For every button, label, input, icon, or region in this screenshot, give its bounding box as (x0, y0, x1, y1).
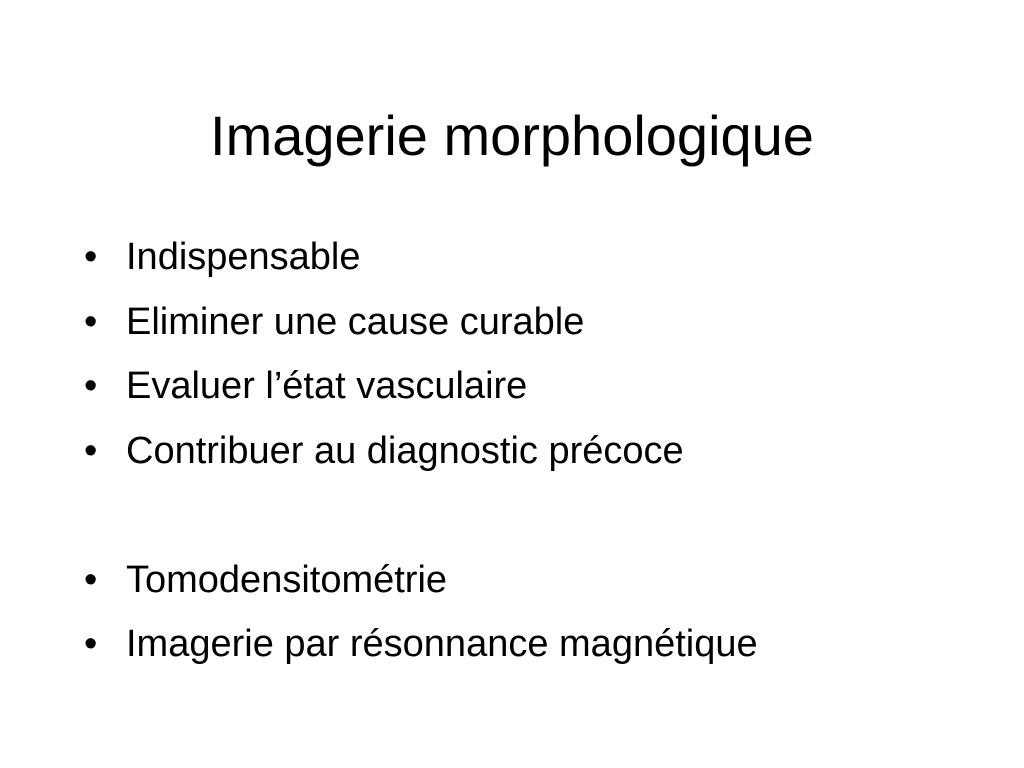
bullet-dot: • (84, 236, 98, 278)
slide-title: Imagerie morphologique (210, 104, 814, 167)
bullet-text-irm: Imagerie par résonnance magnétique (126, 623, 758, 665)
bullet-dot: • (84, 429, 98, 472)
list-item (84, 354, 984, 419)
bullet-text-indispensable: Indispensable (126, 236, 361, 278)
list-item (84, 419, 984, 484)
list-item (84, 225, 984, 290)
bullet-dot: • (84, 365, 98, 407)
bullet-dot: • (84, 300, 98, 343)
list-item (84, 548, 984, 613)
bullet-dot: • (84, 558, 98, 601)
bullet-text-eliminer: Eliminer une cause curable (126, 300, 585, 343)
bullet-list (84, 225, 984, 677)
list-spacer (84, 483, 984, 548)
list-item (84, 612, 984, 677)
bullet-text-tomodensitometrie: Tomodensitométrie (126, 558, 448, 601)
bullet-text-contribuer: Contribuer au diagnostic précoce (126, 429, 684, 472)
list-item (84, 290, 984, 355)
bullet-text-evaluer: Evaluer l’état vasculaire (126, 365, 528, 407)
bullet-dot: • (84, 623, 98, 665)
